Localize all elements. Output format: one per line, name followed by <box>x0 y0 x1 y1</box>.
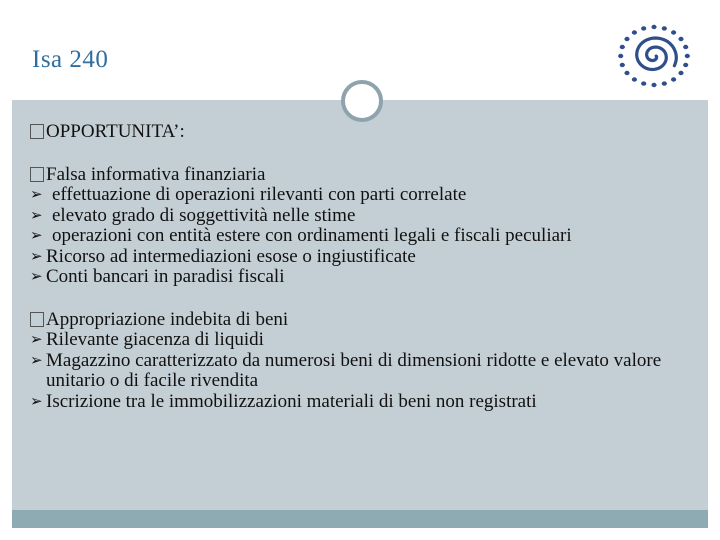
slide-body <box>30 122 685 412</box>
spiral-dots-logo-icon <box>612 22 696 90</box>
list-item: ➢ Rilevante giacenza di liquidi <box>30 329 264 350</box>
circle-ornament <box>341 80 383 122</box>
arrow-bullet-icon: ➢ <box>30 352 43 369</box>
section-falsa-informativa <box>30 165 685 288</box>
arrow-bullet-icon: ➢ <box>30 207 43 224</box>
list-item: ➢ Iscrizione tra le immobilizzazioni materiali di beni non registrati <box>30 390 537 412</box>
list-item: ➢ operazioni con entità estere con ordinamenti legali e fiscali peculiari <box>30 225 572 246</box>
section-title: Appropriazione indebita di beni <box>30 310 685 331</box>
square-bullet-icon <box>30 167 44 182</box>
logo-spiral <box>637 38 677 70</box>
slide-title: Isa 240 <box>32 46 109 73</box>
square-bullet-icon <box>30 312 44 327</box>
section-appropriazione <box>30 310 685 413</box>
list-item: ➢ Magazzino caratterizzato da numerosi beni di dimensioni ridotte e elevato valore unitario o di facile rivendita <box>30 349 662 391</box>
arrow-bullet-icon: ➢ <box>30 332 43 348</box>
list-item: ➢ Ricorso ad intermediazioni esose o ingiustificate <box>30 245 416 267</box>
opportunita-heading <box>30 122 685 143</box>
arrow-bullet-icon: ➢ <box>30 393 43 410</box>
list-item: ➢ Conti bancari in paradisi fiscali <box>30 266 285 287</box>
arrow-bullet-icon: ➢ <box>30 269 43 285</box>
list-item: ➢ elevato grado di soggettività nelle stime <box>30 204 356 226</box>
list-item: ➢ effettuazione di operazioni rilevanti con parti correlate <box>30 184 467 205</box>
square-bullet-icon <box>30 124 44 139</box>
section-title: Falsa informativa finanziaria <box>30 165 685 186</box>
arrow-bullet-icon: ➢ <box>30 187 43 203</box>
arrow-bullet-icon: ➢ <box>30 248 43 265</box>
bottom-band <box>12 510 708 528</box>
heading-text: OPPORTUNITA’: <box>46 121 185 142</box>
arrow-bullet-icon: ➢ <box>30 228 43 244</box>
